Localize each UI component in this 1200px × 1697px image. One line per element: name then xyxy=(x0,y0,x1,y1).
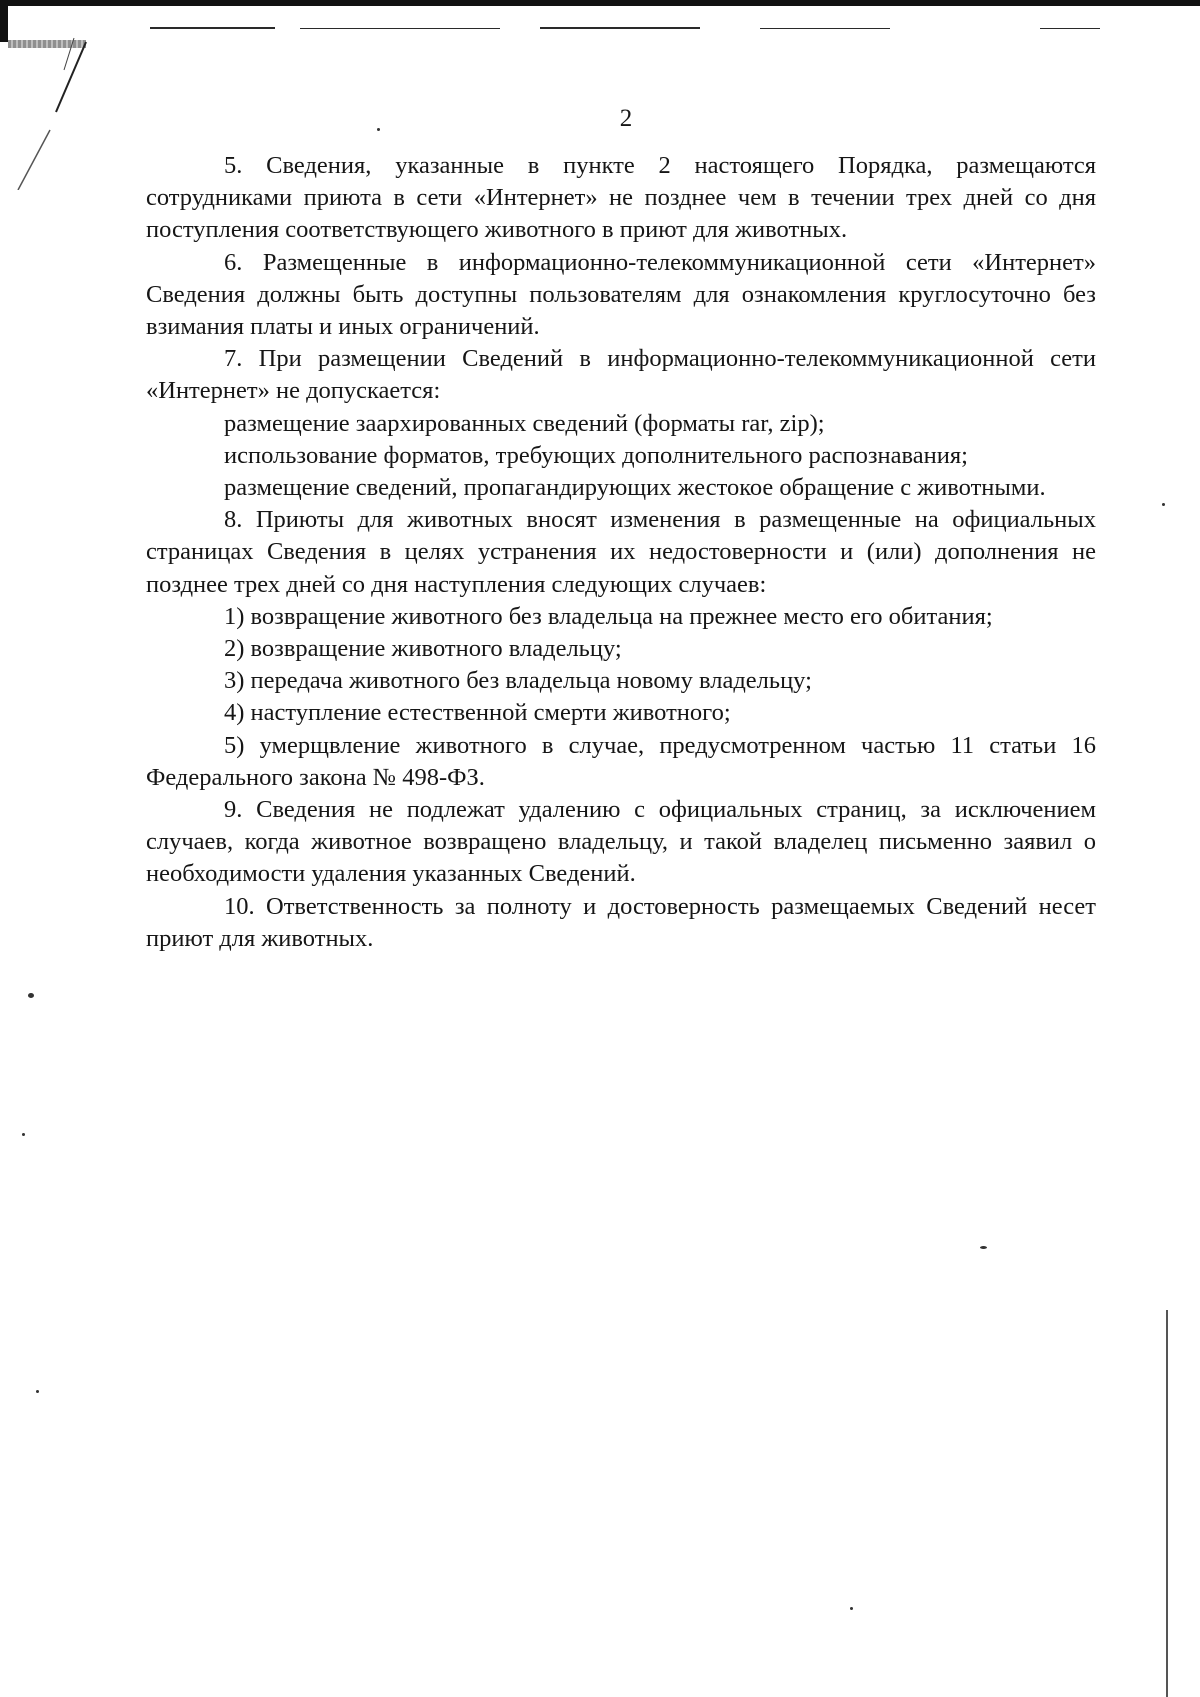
scan-line-top-5 xyxy=(1040,28,1100,29)
paragraph-7: 7. При размещении Сведений в информационно-телекоммуникационной сети «Интернет» не допускается: xyxy=(146,345,1096,405)
paragraph-8-item-2: 2) возвращение животного владельцу; xyxy=(224,635,622,663)
speck xyxy=(22,1133,25,1136)
paragraph-8: 8. Приюты для животных вносят изменения в размещенные на официальных страницах Сведения в целях устранения их недостоверности и (или) дополнения не позднее трех дней со дня наступления следующих случаев: xyxy=(146,506,1096,598)
speck xyxy=(850,1607,853,1610)
speck xyxy=(980,1246,987,1249)
scan-line-top-3 xyxy=(540,27,700,29)
scan-edge-top xyxy=(0,0,1200,6)
paragraph-7-item-1: размещение заархированных сведений (форматы rar, zip); xyxy=(224,409,825,437)
document-body xyxy=(146,150,1096,955)
scan-line-top-1 xyxy=(150,27,275,29)
scan-edge-corner xyxy=(0,0,8,42)
speck xyxy=(28,993,34,998)
paragraph-6: 6. Размещенные в информационно-телекоммуникационной сети «Интернет» Сведения должны быть доступны пользователям для ознакомления круглосуточно без взимания платы и иных ограничений. xyxy=(146,248,1096,341)
scan-line-right xyxy=(1166,1310,1168,1697)
page-number: 2 xyxy=(619,105,633,132)
paragraph-8-item-1: 1) возвращение животного без владельца на прежнее место его обитания; xyxy=(224,602,993,630)
scan-line-top-2 xyxy=(300,28,500,29)
paragraph-8-item-5: 5) умерщвление животного в случае, предусмотренном частью 11 статьи 16 Федерального закона № 498-ФЗ. xyxy=(146,731,1096,791)
paragraph-9: 9. Сведения не подлежат удалению с официальных страниц, за исключением случаев, когда животное возвращено владельцу, и такой владелец письменно заявил о необходимости удаления указанных Сведений. xyxy=(146,796,1096,888)
speck xyxy=(36,1390,39,1393)
scan-smudge xyxy=(8,40,86,48)
paragraph-5: 5. Сведения, указанные в пункте 2 настоящего Порядка, размещаются сотрудниками приюта в сети «Интернет» не позднее чем в течении трех дней со дня поступления соответствующего животного в приют для животных. xyxy=(146,152,1096,244)
scan-line-top-4 xyxy=(760,28,890,29)
paragraph-7-item-2: использование форматов, требующих дополнительного распознавания; xyxy=(224,441,968,469)
speck xyxy=(1162,503,1165,506)
paragraph-7-item-3: размещение сведений, пропагандирующих жестокое обращение с животными. xyxy=(224,474,1046,502)
paragraph-10: 10. Ответственность за полноту и достоверность размещаемых Сведений несет приют для животных. xyxy=(146,892,1096,952)
paragraph-8-item-3: 3) передача животного без владельца новому владельцу; xyxy=(224,667,812,695)
paragraph-8-item-4: 4) наступление естественной смерти животного; xyxy=(224,699,731,727)
